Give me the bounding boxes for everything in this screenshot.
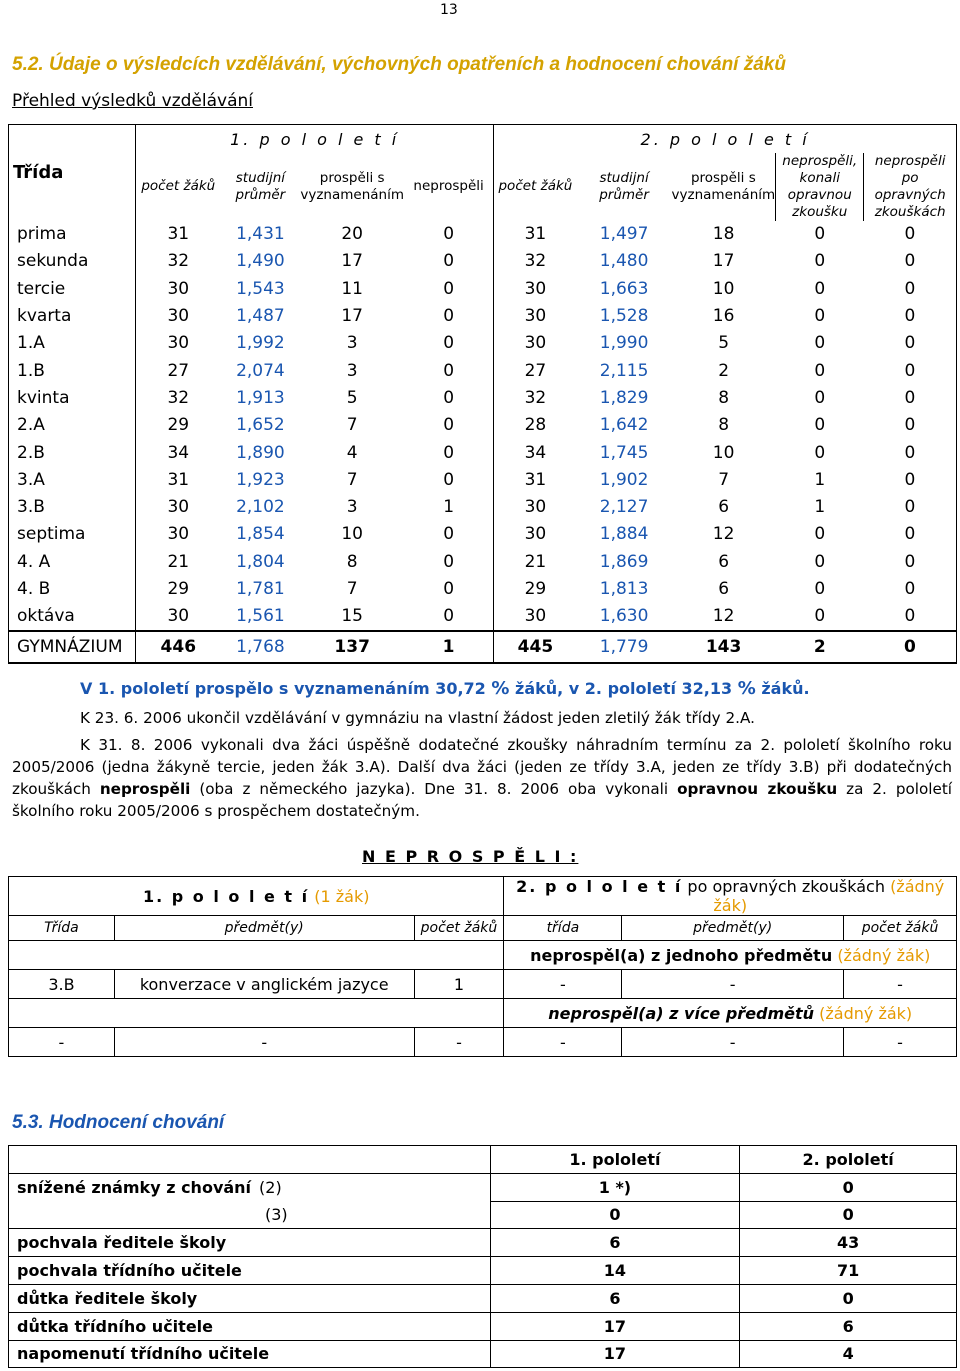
behaviour-value: 6 <box>490 1284 740 1312</box>
row-cell: 30 <box>167 278 190 299</box>
row-class-name: 1.B <box>9 357 136 384</box>
row-cell: 7 <box>346 415 358 436</box>
row-cell: 0 <box>864 439 957 466</box>
behaviour-value: 0 <box>490 1201 740 1229</box>
row-cell: 0 <box>814 524 826 545</box>
behaviour-row <box>9 1173 957 1201</box>
row-cell: 27 <box>167 360 190 381</box>
row-cell: 1,745 <box>599 442 649 463</box>
row-cell: 16 <box>712 306 735 327</box>
row-cell: 0 <box>814 333 826 354</box>
row-cell: 0 <box>814 442 826 463</box>
behaviour-table <box>8 1145 957 1368</box>
row-cell: 1,902 <box>599 469 649 490</box>
behaviour-row <box>9 1312 957 1340</box>
row-cell: 1 <box>404 493 494 520</box>
row-cell: 4 <box>346 442 358 463</box>
row-cell: 0 <box>864 466 957 493</box>
row-cell: 30 <box>524 524 547 545</box>
row-cell: 0 <box>404 603 494 631</box>
row-cell: 30 <box>524 333 547 354</box>
behaviour-value: 0 <box>740 1173 957 1201</box>
row-cell: 1,913 <box>236 387 285 408</box>
honours-summary: V 1. pololetí prospělo s vyznamenáním 30,72 % žáků, v 2. pololetí 32,13 % žáků. <box>80 678 810 699</box>
row-cell: 1 <box>814 469 826 490</box>
row-cell: 29 <box>524 579 547 599</box>
row-cell: 18 <box>712 224 735 245</box>
row-cell: 21 <box>167 551 190 572</box>
row-cell: 29 <box>167 415 190 436</box>
row-cell: 1,992 <box>236 333 285 354</box>
row-cell: 143 <box>672 631 776 663</box>
row-cell: 0 <box>404 439 494 466</box>
behaviour-value: 4 <box>740 1340 957 1368</box>
table-row <box>9 493 957 520</box>
row-cell: 30 <box>524 497 547 518</box>
row-cell: 1 <box>404 631 494 663</box>
row-cell: 0 <box>814 606 826 627</box>
row-class-name: sekunda <box>9 248 136 275</box>
row-cell: 1,779 <box>577 631 672 663</box>
failed-row2-predmet: - <box>114 1028 414 1057</box>
row-cell: 0 <box>404 275 494 302</box>
row-cell: 1,990 <box>599 333 649 354</box>
table-row <box>9 439 957 466</box>
failed-row1-trida2: - <box>504 970 622 999</box>
behaviour-value: 0 <box>740 1284 957 1312</box>
row-cell: 2,102 <box>236 497 285 518</box>
row-cell: 21 <box>524 551 547 572</box>
behaviour-label: (3) <box>9 1201 491 1229</box>
section-title-5-3: 5.3. Hodnocení chování <box>12 1112 225 1133</box>
behaviour-value: 71 <box>740 1257 957 1285</box>
row-cell: 0 <box>404 384 494 411</box>
header-sem2: 2. p o l o l e t í <box>494 125 957 154</box>
row-cell: 1,663 <box>599 278 649 299</box>
failed-more-subjects: neprospěl(a) z více předmětů (žádný žák) <box>504 999 957 1028</box>
row-cell: 30 <box>167 333 190 354</box>
table-row-total <box>9 631 957 663</box>
row-cell: 0 <box>404 302 494 329</box>
behaviour-label: důtka třídního učitele <box>9 1312 491 1340</box>
row-cell: 0 <box>864 603 957 631</box>
row-cell: 0 <box>404 221 494 248</box>
table-row <box>9 302 957 329</box>
row-cell: 7 <box>718 469 730 490</box>
row-cell: 12 <box>712 606 735 627</box>
row-cell: 0 <box>404 521 494 548</box>
row-cell: 8 <box>718 415 730 436</box>
row-class-name: 2.A <box>9 412 136 439</box>
table-row <box>9 575 957 602</box>
row-cell: 2 <box>718 360 730 381</box>
header-sem1: 1. p o l o l e t í <box>136 125 494 154</box>
row-cell: 0 <box>404 466 494 493</box>
header-vyzn-1: prospěli s vyznamenáním <box>300 169 404 203</box>
row-cell: 2 <box>776 631 864 663</box>
behaviour-value: 17 <box>490 1312 740 1340</box>
row-class-name: 4. A <box>9 548 136 575</box>
row-class-name: 3.A <box>9 466 136 493</box>
row-cell: 0 <box>814 224 826 245</box>
behaviour-h1: 1. pololetí <box>490 1146 740 1174</box>
row-cell: 28 <box>524 415 547 436</box>
row-cell: 30 <box>524 278 547 299</box>
row-class-name: 2.B <box>9 439 136 466</box>
failed-h-pocet2: počet žáků <box>844 916 957 941</box>
header-pocet-1: počet žáků <box>141 178 216 195</box>
page-number: 13 <box>440 2 458 18</box>
row-cell: 0 <box>404 548 494 575</box>
row-cell: 1,829 <box>599 387 649 408</box>
failed-h-predmet2: předmět(y) <box>622 916 844 941</box>
row-cell: 5 <box>346 387 358 408</box>
table-row <box>9 412 957 439</box>
row-cell: 1,480 <box>599 251 649 272</box>
row-cell: 0 <box>864 575 957 602</box>
row-cell: 1,630 <box>599 606 649 627</box>
row-cell: 6 <box>718 497 730 518</box>
note-2: K 31. 8. 2006 vykonali dva žáci úspěšně dodatečné zkoušky náhradním termínu za 2. pololetí školního roku 2005/2006 (jedna žákyně tercie, jeden žák 3.A). Další dva žáci (jeden ze třídy 3.A, jeden ze třídy 3.B) při dodatečných zkouškách neprospěli (oba z německého jazyka). Dne 31. 8. 2006 oba vykonali opravnou zkoušku za 2. pololetí školního roku 2005/2006 s prospěchem dostatečným. <box>12 736 953 820</box>
row-cell: 0 <box>864 357 957 384</box>
failed-row2-trida2: - <box>504 1028 622 1057</box>
behaviour-value: 0 <box>740 1201 957 1229</box>
section-title-5-2: 5.2. Údaje o výsledcích vzdělávání, výchovných opatřeních a hodnocení chování žáků <box>12 54 786 75</box>
header-vyzn-2: prospěli s vyznamenáním <box>671 169 776 203</box>
row-cell: 30 <box>167 524 190 545</box>
row-cell: 15 <box>341 606 363 627</box>
row-cell: 0 <box>814 551 826 572</box>
row-cell: 30 <box>167 306 190 327</box>
row-cell: 2,115 <box>599 360 649 381</box>
row-cell: 29 <box>167 579 190 599</box>
row-cell: 7 <box>346 469 358 490</box>
row-cell: 1,869 <box>599 551 649 572</box>
row-cell: 3 <box>346 360 358 381</box>
row-cell: 32 <box>167 251 190 272</box>
behaviour-row <box>9 1340 957 1368</box>
header-konali: neprospěli, konali opravnou zkoušku <box>776 153 864 221</box>
failed-table <box>8 876 957 1057</box>
behaviour-label: pochvala třídního učitele <box>9 1257 491 1285</box>
row-cell: 30 <box>167 606 190 627</box>
row-cell: 0 <box>864 248 957 275</box>
row-cell: 31 <box>524 224 547 245</box>
failed-row1-pocet2: - <box>844 970 957 999</box>
behaviour-label: napomenutí třídního učitele <box>9 1340 491 1368</box>
row-cell: 0 <box>864 548 957 575</box>
behaviour-h2: 2. pololetí <box>740 1146 957 1174</box>
behaviour-row <box>9 1257 957 1285</box>
row-cell: 34 <box>524 442 547 463</box>
behaviour-value: 43 <box>740 1229 957 1257</box>
failed-row1-predmet: konverzace v anglickém jazyce <box>114 970 414 999</box>
row-class-name: septima <box>9 521 136 548</box>
behaviour-value: 14 <box>490 1257 740 1285</box>
row-cell: 0 <box>404 412 494 439</box>
row-class-name: kvinta <box>9 384 136 411</box>
failed-row2-pocet: - <box>414 1028 504 1057</box>
behaviour-label: pochvala ředitele školy <box>9 1229 491 1257</box>
row-class-name: GYMNÁZIUM <box>9 631 136 663</box>
row-cell: 0 <box>814 306 826 327</box>
row-cell: 1,884 <box>599 524 649 545</box>
row-cell: 17 <box>341 306 363 327</box>
row-cell: 0 <box>814 278 826 299</box>
row-cell: 7 <box>346 579 358 599</box>
row-cell: 0 <box>864 493 957 520</box>
row-cell: 0 <box>814 360 826 381</box>
failed-h-trida2: třída <box>504 916 622 941</box>
row-cell: 0 <box>864 275 957 302</box>
row-cell: 1,543 <box>236 278 285 299</box>
failed-h-predmet: předmět(y) <box>114 916 414 941</box>
row-cell: 11 <box>341 278 363 299</box>
results-table <box>8 124 957 664</box>
row-cell: 0 <box>814 251 826 272</box>
subtitle: Přehled výsledků vzdělávání <box>12 91 253 111</box>
row-cell: 1,813 <box>599 579 649 599</box>
row-cell: 1,642 <box>599 415 649 436</box>
row-cell: 1,854 <box>236 524 285 545</box>
behaviour-value: 6 <box>490 1229 740 1257</box>
row-class-name: 4. B <box>9 575 136 602</box>
table-row <box>9 248 957 275</box>
row-class-name: 3.B <box>9 493 136 520</box>
behaviour-value: 17 <box>490 1340 740 1368</box>
header-pocet-2: počet žáků <box>498 178 573 195</box>
row-cell: 8 <box>346 551 358 572</box>
header-trida: Třída <box>9 125 136 221</box>
row-cell: 27 <box>524 360 547 381</box>
row-cell: 0 <box>864 412 957 439</box>
failed-row1-trida: 3.B <box>9 970 115 999</box>
row-cell: 1,497 <box>599 224 649 245</box>
row-cell: 0 <box>814 387 826 408</box>
row-cell: 10 <box>341 524 363 545</box>
row-cell: 1,923 <box>236 469 285 490</box>
row-cell: 1,890 <box>236 442 285 463</box>
row-cell: 1 <box>814 497 826 518</box>
row-cell: 1,490 <box>236 251 285 272</box>
behaviour-row <box>9 1229 957 1257</box>
table-row <box>9 221 957 248</box>
failed-row2-trida: - <box>9 1028 115 1057</box>
neprospeli-title: N E P R O S P Ě L I : <box>362 847 579 866</box>
row-cell: 31 <box>167 224 190 245</box>
row-cell: 0 <box>814 415 826 436</box>
row-cell: 20 <box>341 224 363 245</box>
failed-h-pocet: počet žáků <box>414 916 504 941</box>
row-cell: 0 <box>404 357 494 384</box>
row-cell: 446 <box>136 631 221 663</box>
row-cell: 30 <box>524 306 547 327</box>
row-cell: 32 <box>524 251 547 272</box>
row-cell: 1,652 <box>236 415 285 436</box>
failed-h-trida: Třída <box>9 916 115 941</box>
row-cell: 3 <box>346 497 358 518</box>
header-prumer-1: studijní průměr <box>235 169 286 203</box>
behaviour-value: 1 *) <box>490 1173 740 1201</box>
failed-sem2-header: 2. p o l o l e t í po opravných zkouškách (žádný žák) <box>504 877 957 916</box>
row-cell: 1,768 <box>220 631 300 663</box>
row-cell: 0 <box>864 521 957 548</box>
table-row <box>9 603 957 631</box>
failed-row1-pocet: 1 <box>414 970 504 999</box>
row-cell: 5 <box>718 333 730 354</box>
row-cell: 30 <box>524 606 547 627</box>
row-cell: 12 <box>712 524 735 545</box>
row-cell: 2,074 <box>236 360 285 381</box>
row-cell: 6 <box>718 551 730 572</box>
failed-row2-predmet2: - <box>622 1028 844 1057</box>
row-class-name: prima <box>9 221 136 248</box>
row-cell: 0 <box>864 302 957 329</box>
table-row <box>9 548 957 575</box>
row-cell: 10 <box>712 442 735 463</box>
table-row <box>9 330 957 357</box>
row-cell: 17 <box>712 251 735 272</box>
failed-one-subject: neprospěl(a) z jednoho předmětu (žádný žák) <box>504 941 957 970</box>
row-cell: 0 <box>864 384 957 411</box>
row-cell: 0 <box>864 330 957 357</box>
row-cell: 30 <box>167 497 190 518</box>
row-cell: 445 <box>494 631 577 663</box>
table-row <box>9 466 957 493</box>
table-row <box>9 357 957 384</box>
row-cell: 6 <box>718 579 730 599</box>
header-poopr: neprospěli po opravných zkouškách <box>864 153 957 221</box>
failed-sem1-header: 1. p o l o l e t í (1 žák) <box>9 877 504 916</box>
row-cell: 32 <box>524 387 547 408</box>
row-cell: 1,487 <box>236 306 285 327</box>
row-cell: 0 <box>404 248 494 275</box>
row-cell: 3 <box>346 333 358 354</box>
row-cell: 1,431 <box>236 224 285 245</box>
row-cell: 0 <box>404 575 494 602</box>
table-row <box>9 521 957 548</box>
behaviour-label: snížené známky z chování (2) <box>9 1173 491 1201</box>
row-cell: 31 <box>167 469 190 490</box>
row-cell: 32 <box>167 387 190 408</box>
row-class-name: tercie <box>9 275 136 302</box>
row-cell: 1,561 <box>236 606 285 627</box>
row-cell: 0 <box>404 330 494 357</box>
behaviour-row <box>9 1201 957 1229</box>
row-cell: 1,528 <box>599 306 649 327</box>
row-cell: 17 <box>341 251 363 272</box>
row-cell: 1,804 <box>236 551 285 572</box>
row-cell: 0 <box>864 631 957 663</box>
row-cell: 31 <box>524 469 547 490</box>
note-1: K 23. 6. 2006 ukončil vzdělávání v gymnáziu na vlastní žádost jeden zletilý žák třídy 2.A. <box>80 709 755 727</box>
row-cell: 137 <box>300 631 404 663</box>
behaviour-value: 6 <box>740 1312 957 1340</box>
row-class-name: 1.A <box>9 330 136 357</box>
row-class-name: kvarta <box>9 302 136 329</box>
header-prumer-2: studijní průměr <box>599 169 649 203</box>
row-cell: 8 <box>718 387 730 408</box>
row-cell: 0 <box>864 221 957 248</box>
row-cell: 0 <box>814 579 826 599</box>
header-nepro-1: neprospěli <box>404 153 494 221</box>
row-cell: 1,781 <box>236 579 285 599</box>
row-cell: 34 <box>167 442 190 463</box>
failed-row2-pocet2: - <box>844 1028 957 1057</box>
behaviour-label: důtka ředitele školy <box>9 1284 491 1312</box>
failed-row1-predmet2: - <box>622 970 844 999</box>
behaviour-row <box>9 1284 957 1312</box>
table-row <box>9 384 957 411</box>
row-cell: 2,127 <box>599 497 649 518</box>
row-cell: 10 <box>712 278 735 299</box>
table-row <box>9 275 957 302</box>
row-class-name: oktáva <box>9 603 136 631</box>
